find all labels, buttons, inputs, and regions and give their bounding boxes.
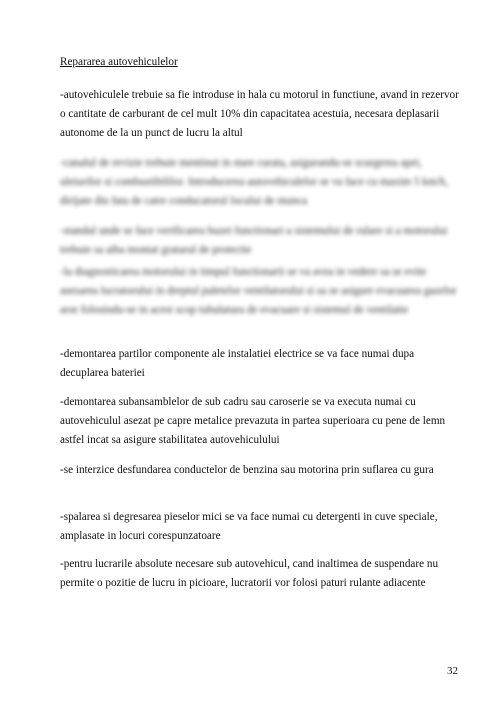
paragraph-1: -autovehiculele trebuie sa fie introduse in hala cu motorul in functiune, avand in rezervor o cantitate de carburant de cel mult 10% din capacitatea acestuia, necesara deplasarii autonome de la un punct de lucru la altul	[60, 89, 459, 139]
paragraph-6: -demontarea subansamblelor de sub cadru sau caroserie se va executa numai cu autovehiculul asezat pe capre metalice prevazuta in partea superioara cu pene de lemn astfel incat sa asigure stabilitatea autovehiculului	[60, 396, 446, 446]
paragraph-7: -se interzice desfundarea conductelor de benzina sau motorina prin suflarea cu gura	[60, 464, 434, 476]
paragraph-4-blurred: -la diagnosticarea motorului in timpul functionarii se va avea in vedere sa se evite asezarea lucratorului in dreptul paletelor ventilatorului si sa se asigure evacuarea gazelor arse folosindu-se in acest scop tubulatura de evacuare si sistemul de ventilatie	[60, 266, 457, 316]
paragraph-9: -pentru lucrarile absolute necesare sub autovehicul, cand inaltimea de suspendare nu permite o pozitie de lucru in picioare, lucratorii vor folosi paturi rulante adiacente	[60, 558, 439, 589]
paragraph-2-blurred: -canalul de revizie trebuie mentinut in stare curata, asigurandu-se scurgerea apei, uleiurilor si combustibililor. Introducerea autovehiculelor se va face cu maxim 5 km/h, dirijate din fata de catre conducatorul locului de munca	[60, 157, 449, 207]
paragraph-3-blurred: -standul unde se face verificarea buzei functionari a sistemului de rulare si a motorului trebuie sa aiba montat gratarul de protectie	[60, 225, 448, 256]
page-title: Repararea autovehiculelor	[60, 56, 178, 68]
page-number: 32	[447, 665, 458, 677]
paragraph-5: -demontarea partilor componente ale instalatiei electrice se va face numai dupa decuplarea bateriei	[60, 348, 415, 379]
paragraph-8: -spalarea si degresarea pieselor mici se va face numai cu detergenti in cuve speciale, amplasate in locuri corespunzatoare	[60, 511, 438, 542]
